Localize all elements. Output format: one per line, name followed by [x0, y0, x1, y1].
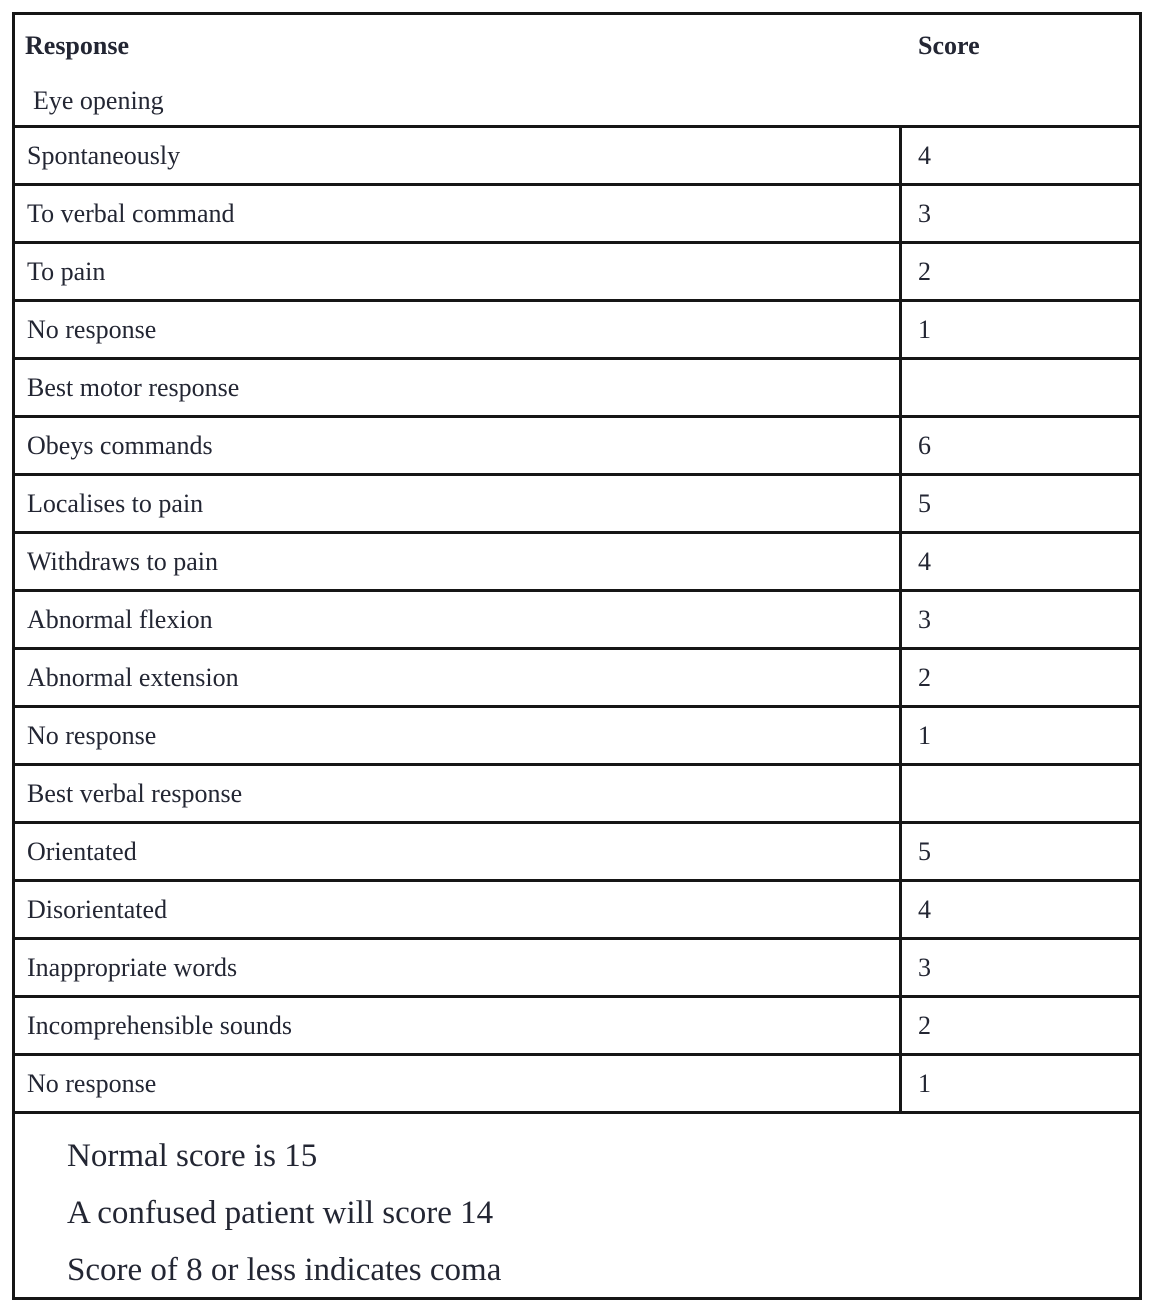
table-row [15, 650, 1139, 708]
response-cell: Abnormal flexion [15, 592, 902, 647]
score-cell: 1 [918, 314, 931, 344]
table-row [15, 708, 1139, 766]
score-cell: 4 [918, 140, 931, 170]
table-row [15, 940, 1139, 998]
response-cell: Incomprehensible sounds [15, 998, 902, 1053]
response-cell: Orientated [15, 824, 902, 879]
table-row [15, 1056, 1139, 1114]
score-cell: 2 [918, 256, 931, 286]
score-cell: 4 [918, 546, 931, 576]
score-cell: 6 [918, 430, 931, 460]
table-row [15, 534, 1139, 592]
table-row [15, 302, 1139, 360]
response-cell: Disorientated [15, 882, 902, 937]
score-column-header: Score [918, 31, 980, 60]
table-row [15, 244, 1139, 302]
response-cell: Best verbal response [15, 766, 902, 821]
score-cell: 3 [918, 198, 931, 228]
section-header-row [15, 766, 1139, 824]
response-cell: Localises to pain [15, 476, 902, 531]
table-row [15, 476, 1139, 534]
footer-note-normal-score: Normal score is 15 [67, 1138, 318, 1174]
column-header-row [15, 31, 1139, 61]
response-column-header: Response [25, 31, 130, 60]
table-row [15, 824, 1139, 882]
footer-note-coma-score: Score of 8 or less indicates coma [67, 1252, 502, 1288]
table-row [15, 186, 1139, 244]
table-body [15, 128, 1139, 1114]
score-cell [902, 766, 1139, 821]
section-header-row [15, 360, 1139, 418]
response-cell: No response [15, 1056, 902, 1111]
response-cell: Obeys commands [15, 418, 902, 473]
response-cell: To verbal command [15, 186, 902, 241]
table-row [15, 592, 1139, 650]
section-header-eye-opening: Eye opening [33, 86, 164, 115]
table-footer-notes [15, 1114, 1139, 1299]
score-cell: 1 [918, 1068, 931, 1098]
score-cell: 5 [918, 836, 931, 866]
score-cell: 1 [918, 720, 931, 750]
table-row [15, 128, 1139, 186]
response-cell: Inappropriate words [15, 940, 902, 995]
table-row [15, 882, 1139, 940]
score-column-header-cell [902, 31, 1139, 61]
response-cell: Best motor response [15, 360, 902, 415]
footer-note-confused-score: A confused patient will score 14 [67, 1195, 494, 1231]
response-cell: Withdraws to pain [15, 534, 902, 589]
score-cell [902, 360, 1139, 415]
score-cell: 3 [918, 952, 931, 982]
glasgow-coma-scale-table [12, 12, 1142, 1300]
table-row [15, 418, 1139, 476]
table-row [15, 998, 1139, 1056]
table-header [15, 15, 1139, 128]
response-cell: Abnormal extension [15, 650, 902, 705]
response-cell: To pain [15, 244, 902, 299]
score-cell: 5 [918, 488, 931, 518]
score-cell: 3 [918, 604, 931, 634]
response-cell: Spontaneously [15, 128, 902, 183]
score-cell: 4 [918, 894, 931, 924]
response-cell: No response [15, 708, 902, 763]
response-cell: No response [15, 302, 902, 357]
response-column-header-cell [15, 31, 902, 61]
score-cell: 2 [918, 662, 931, 692]
score-cell: 2 [918, 1010, 931, 1040]
